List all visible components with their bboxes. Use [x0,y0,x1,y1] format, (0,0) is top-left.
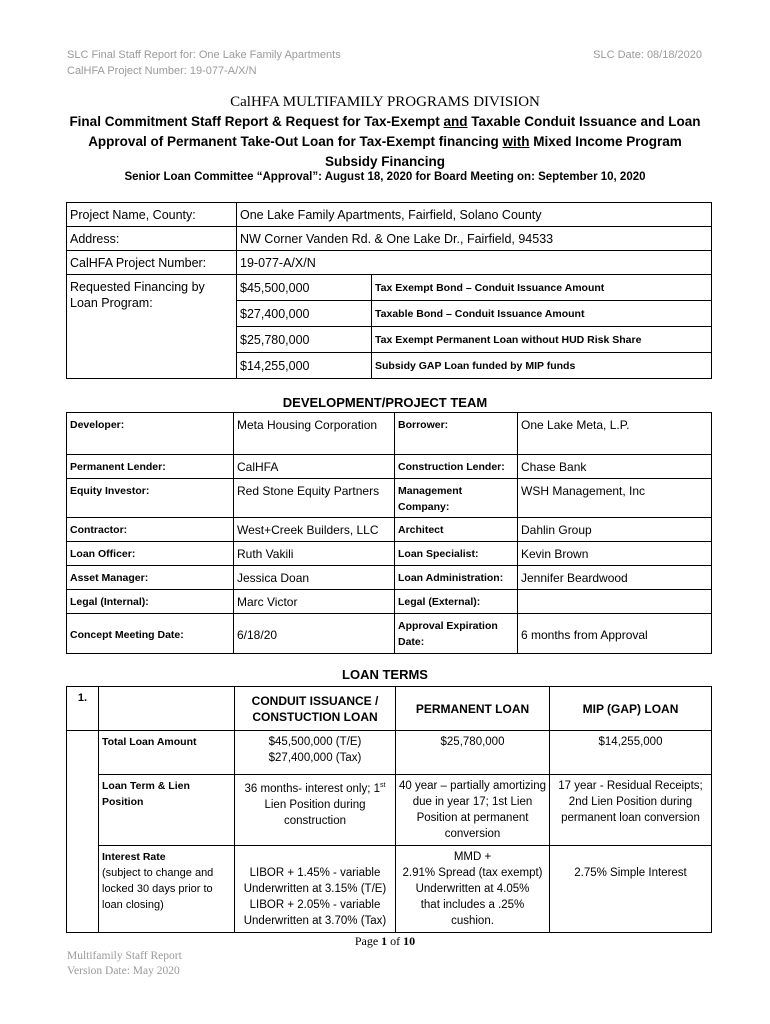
team-role-label: Asset Manager: [67,566,234,590]
team-row [67,479,712,518]
permanent-term: 40 year – partially amortizing due in year 17; 1st Lien Position at permanent conversion [396,775,550,846]
col-header-mip: MIP (GAP) LOAN [550,687,712,731]
team-role-label: Construction Lender: [395,455,518,479]
team-role-label: Loan Specialist: [395,542,518,566]
project-number-label: CalHFA Project Number: [67,251,237,275]
footer-info [67,949,182,979]
team-member-value: WSH Management, Inc [518,479,712,518]
financing-amount: $25,780,000 [237,327,372,353]
team-role-label: Legal (External): [395,590,518,614]
team-member-value: 6 months from Approval [518,614,712,654]
loan-term-label: Loan Term & Lien Position [99,775,235,846]
report-title-line1: Final Commitment Staff Report & Request for Tax-Exempt and Taxable Conduit Issuance and Loan [69,114,701,129]
total-loan-amount-row [67,731,712,775]
team-role-label: Architect [395,518,518,542]
footer-version-date: Version Date: May 2020 [67,965,180,977]
financing-amount: $27,400,000 [237,301,372,327]
team-member-value: Meta Housing Corporation [234,413,395,455]
project-name-row [67,203,712,227]
mip-term: 17 year - Residual Receipts; 2nd Lien Position during permanent loan conversion [550,775,712,846]
conduit-rate: LIBOR + 1.45% - variable Underwritten at 3.15% (T/E) LIBOR + 2.05% - variable Underwritten at 3.70% (Tax) [235,846,396,933]
mip-rate: 2.75% Simple Interest [550,846,712,933]
team-row [67,518,712,542]
permanent-amount: $25,780,000 [396,731,550,775]
team-role-label: Loan Officer: [67,542,234,566]
project-name-value: One Lake Family Apartments, Fairfield, Solano County [237,203,712,227]
project-number-value: 19-077-A/X/N [237,251,712,275]
conduit-term: 36 months- interest only; 1st Lien Position during construction [235,775,396,846]
interest-rate-label: Interest Rate (subject to change and locked 30 days prior to loan closing) [99,846,235,933]
conduit-amount-te: $45,500,000 (T/E) [268,736,362,748]
interest-rate-row [67,846,712,933]
project-name-label: Project Name, County: [67,203,237,227]
project-info-table [66,202,712,379]
financing-desc: Tax Exempt Bond – Conduit Issuance Amount [372,275,712,301]
running-header-left [67,47,341,79]
conduit-amount-tax: $27,400,000 (Tax) [268,752,362,764]
team-role-label: Legal (Internal): [67,590,234,614]
total-loan-amount-label: Total Loan Amount [99,731,235,775]
team-role-label: Borrower: [395,413,518,455]
address-label: Address: [67,227,237,251]
permanent-rate: MMD + 2.91% Spread (tax exempt) Underwritten at 4.05% that includes a .25% cushion. [396,846,550,933]
financing-desc: Subsidy GAP Loan funded by MIP funds [372,353,712,379]
financing-amount: $14,255,000 [237,353,372,379]
team-role-label: Loan Administration: [395,566,518,590]
header-report-title: SLC Final Staff Report for: One Lake Family Apartments [67,49,341,61]
team-row [67,590,712,614]
team-member-value [518,590,712,614]
team-member-value: 6/18/20 [234,614,395,654]
header-blank-cell [99,687,235,731]
team-member-value: Chase Bank [518,455,712,479]
team-member-value: West+Creek Builders, LLC [234,518,395,542]
team-member-value: Jessica Doan [234,566,395,590]
interest-rate-note: (subject to change and locked 30 days prior to loan closing) [102,867,214,911]
team-role-label: Equity Investor: [67,479,234,518]
address-row [67,227,712,251]
team-role-label: Contractor: [67,518,234,542]
financing-row [67,275,712,301]
report-title-line3: Subsidy Financing [324,154,445,169]
team-row [67,566,712,590]
team-member-value: Red Stone Equity Partners [234,479,395,518]
team-row [67,455,712,479]
division-title: CalHFA MULTIFAMILY PROGRAMS DIVISION [230,94,540,110]
report-title-line2: Approval of Permanent Take-Out Loan for Tax-Exempt financing with Mixed Income Program [88,134,682,149]
financing-desc: Taxable Bond – Conduit Issuance Amount [372,301,712,327]
team-role-label: Developer: [67,413,234,455]
team-heading: DEVELOPMENT/PROJECT TEAM [282,395,488,410]
team-member-value: Ruth Vakili [234,542,395,566]
mip-amount: $14,255,000 [550,731,712,775]
col-header-permanent: PERMANENT LOAN [396,687,550,731]
team-row [67,614,712,654]
footer-report-name: Multifamily Staff Report [67,950,182,962]
col-header-conduit: CONDUIT ISSUANCE / CONSTUCTION LOAN [235,687,396,731]
team-role-label: Permanent Lender: [67,455,234,479]
team-row [67,413,712,455]
team-member-value: Dahlin Group [518,518,712,542]
slc-approval-line: Senior Loan Committee “Approval”: August 18, 2020 for Board Meeting on: September 10, 2020 [124,171,646,183]
financing-label: Requested Financing by Loan Program: [67,275,237,379]
address-value: NW Corner Vanden Rd. & One Lake Dr., Fairfield, 94533 [237,227,712,251]
financing-desc: Tax Exempt Permanent Loan without HUD Risk Share [372,327,712,353]
loan-term-row [67,775,712,846]
loan-terms-header-row [67,687,712,731]
conduit-amount [235,731,396,775]
header-slc-date: SLC Date: 08/18/2020 [593,49,702,61]
team-member-value: Jennifer Beardwood [518,566,712,590]
team-table [66,412,712,654]
report-title [0,112,770,172]
page-number: Page 1 of 10 [354,934,416,948]
team-role-label: Concept Meeting Date: [67,614,234,654]
team-role-label: Approval Expiration Date: [395,614,518,654]
section-number: 1. [67,687,99,731]
team-member-value: Marc Victor [234,590,395,614]
row-number-cell [67,731,99,933]
team-member-value: Kevin Brown [518,542,712,566]
team-row [67,542,712,566]
header-project-number: CalHFA Project Number: 19-077-A/X/N [67,65,257,77]
project-number-row [67,251,712,275]
team-role-label: Management Company: [395,479,518,518]
loan-terms-heading: LOAN TERMS [342,667,428,682]
team-member-value: One Lake Meta, L.P. [518,413,712,455]
team-member-value: CalHFA [234,455,395,479]
loan-terms-table [66,686,712,933]
financing-amount: $45,500,000 [237,275,372,301]
